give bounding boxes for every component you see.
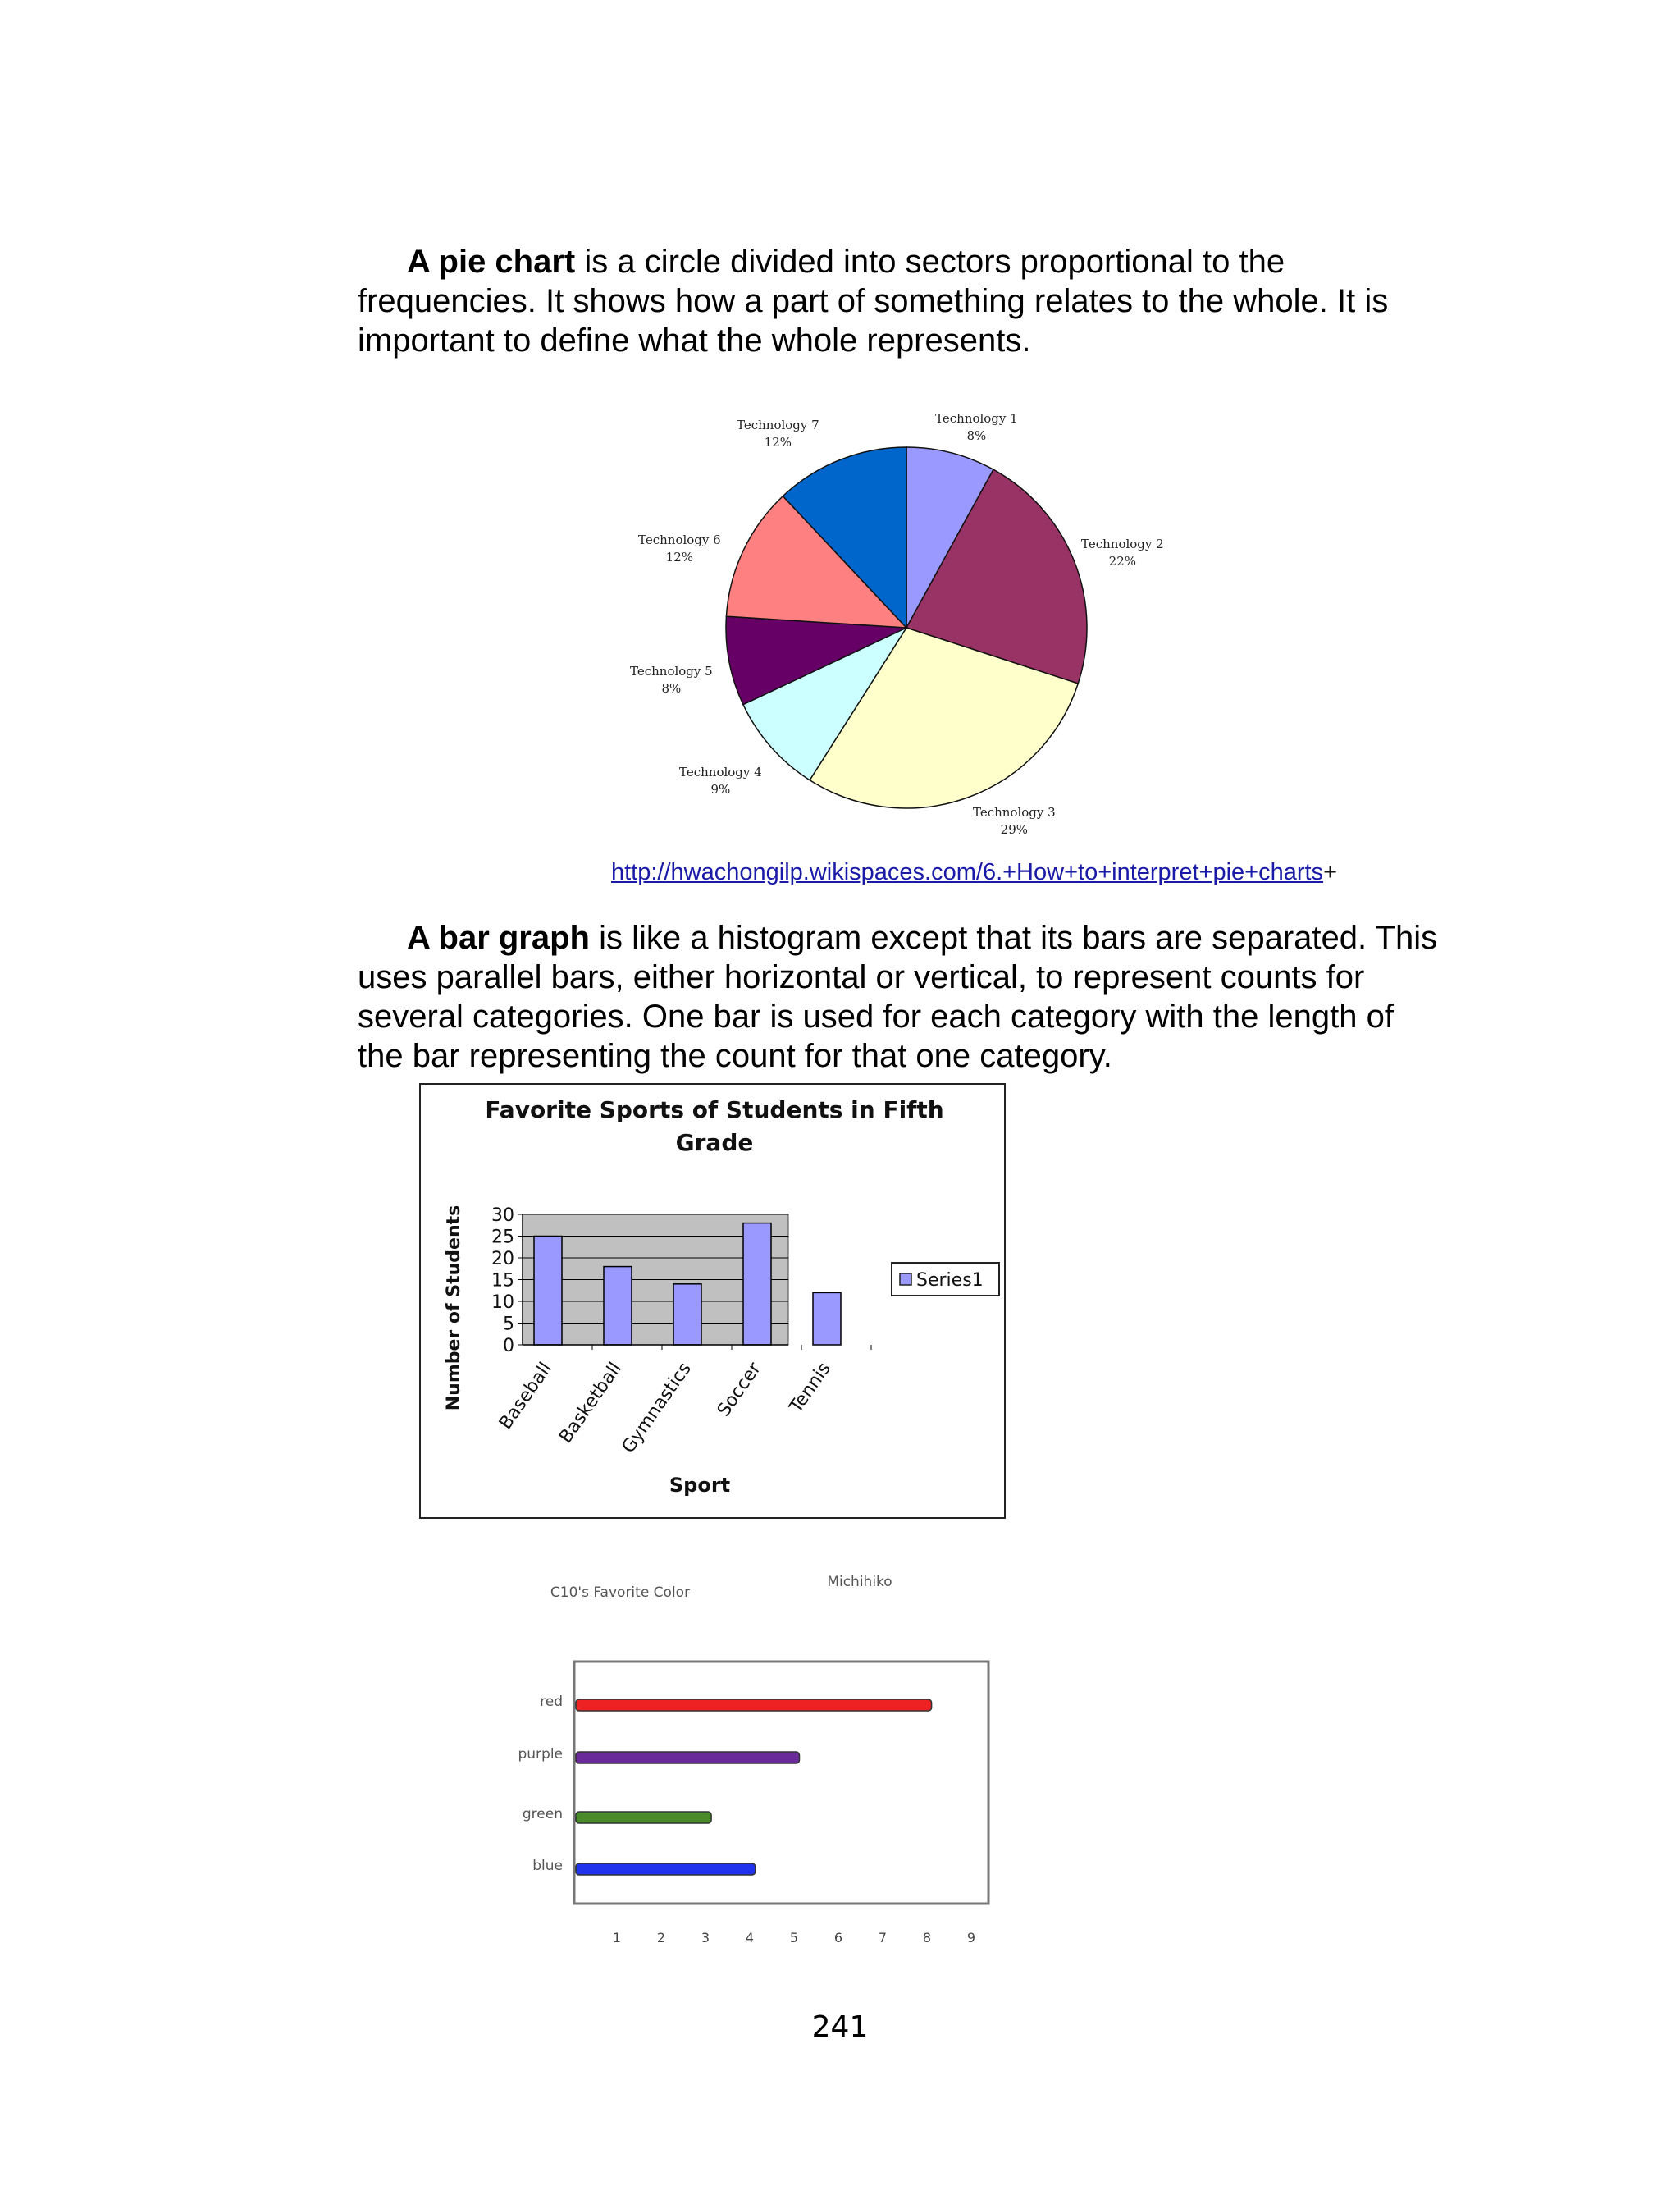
x-tick-label: 5	[789, 1930, 799, 1945]
x-tick-label: Gymnastics	[618, 1359, 696, 1457]
bar-soccer	[743, 1223, 771, 1345]
pie-para-line2: frequencies. It shows how a part of something relates to the whole. It is	[358, 283, 1389, 319]
pie-chart-paragraph	[358, 242, 1506, 360]
favorite-color-chart-svg	[443, 1555, 1017, 1982]
pie-label-name: Technology 7	[737, 418, 819, 432]
legend-series-name: Series1	[916, 1270, 984, 1291]
bar-basketball	[604, 1267, 632, 1345]
color-chart-author: Michihiko	[827, 1574, 892, 1590]
x-tick-label: 3	[701, 1930, 710, 1945]
source-citation	[611, 857, 1337, 887]
legend-swatch	[900, 1273, 911, 1285]
chart-title-line2: Grade	[675, 1129, 754, 1156]
pie-label-name: Technology 5	[630, 664, 713, 679]
page-number: 241	[811, 2010, 869, 2044]
sports-bar-chart	[419, 1083, 1006, 1519]
x-tick-label: 4	[745, 1930, 755, 1945]
y-tick-label: 10	[491, 1292, 514, 1313]
chart-title-line1: Favorite Sports of Students in Fifth	[485, 1096, 944, 1123]
pie-label-pct: 12%	[665, 550, 694, 565]
pie-para-line1: is a circle divided into sectors proportional to the	[575, 244, 1285, 280]
pie-label-technology-6	[638, 532, 721, 566]
pie-label-pct: 12%	[764, 435, 792, 450]
pie-label-pct: 29%	[1000, 822, 1029, 837]
pie-label-technology-7	[737, 417, 819, 451]
bar-tennis	[813, 1292, 841, 1345]
bar-graph-term: A bar graph	[407, 920, 590, 956]
bar-graph-paragraph	[358, 918, 1506, 1076]
bar-baseball	[534, 1237, 562, 1346]
pie-label-name: Technology 2	[1081, 537, 1164, 551]
x-tick-label: 7	[878, 1930, 888, 1945]
y-tick-label: 25	[491, 1227, 514, 1248]
pie-label-pct: 9%	[710, 782, 731, 797]
source-trailing: +	[1323, 859, 1337, 885]
pie-chart	[607, 402, 1214, 845]
pie-label-technology-4	[679, 764, 762, 798]
pie-label-pct: 22%	[1108, 554, 1137, 569]
bar-green	[576, 1812, 711, 1823]
pie-label-pct: 8%	[661, 681, 682, 696]
pie-label-technology-5	[630, 663, 713, 697]
y-tick-label: 20	[491, 1249, 514, 1269]
sports-bar-chart-svg	[421, 1085, 1004, 1517]
source-link[interactable]: http://hwachongilp.wikispaces.com/6.+How+to+interpret+pie+charts	[611, 859, 1324, 885]
x-tick-label: Tennis	[786, 1359, 835, 1417]
favorite-color-chart	[443, 1555, 1017, 1982]
pie-label-technology-3	[973, 804, 1056, 839]
x-tick-label: 2	[656, 1930, 666, 1945]
pie-para-line3: important to define what the whole represents.	[358, 322, 1031, 359]
bar-para-line1: is like a histogram except that its bars are separated. This	[590, 920, 1438, 956]
chart-legend	[892, 1263, 999, 1296]
category-label: blue	[532, 1858, 563, 1874]
category-label: purple	[518, 1746, 563, 1763]
color-chart-title: C10's Favorite Color	[550, 1584, 691, 1601]
pie-label-name: Technology 1	[935, 411, 1018, 426]
bar-blue	[576, 1863, 756, 1875]
x-tick-label: Baseball	[495, 1359, 556, 1433]
x-tick-label: Soccer	[713, 1359, 765, 1421]
pie-label-name: Technology 6	[638, 533, 721, 547]
category-label: green	[522, 1806, 563, 1822]
bar-para-line4: the bar representing the count for that one category.	[358, 1038, 1112, 1074]
y-axis-label: Number of Students	[444, 1205, 464, 1411]
x-tick-label: 6	[833, 1930, 843, 1945]
pie-label-name: Technology 4	[679, 765, 762, 780]
bar-purple	[576, 1752, 800, 1763]
y-tick-label: 5	[503, 1314, 514, 1335]
x-axis-label: Sport	[669, 1474, 731, 1497]
x-tick-label: 9	[966, 1930, 976, 1945]
category-label: red	[540, 1694, 563, 1710]
bar-red	[576, 1699, 932, 1711]
pie-label-pct: 8%	[966, 428, 987, 443]
pie-label-technology-1	[935, 410, 1018, 445]
pie-label-name: Technology 3	[973, 805, 1056, 820]
pie-label-technology-2	[1081, 536, 1164, 570]
x-tick-label: 8	[922, 1930, 932, 1945]
y-tick-label: 30	[491, 1205, 514, 1226]
y-tick-label: 15	[491, 1270, 514, 1292]
x-tick-label: Basketball	[555, 1359, 626, 1447]
pie-chart-term: A pie chart	[407, 244, 576, 280]
bar-para-line3: several categories. One bar is used for each category with the length of	[358, 999, 1394, 1035]
bar-gymnastics	[673, 1284, 701, 1345]
y-tick-label: 0	[503, 1336, 514, 1356]
x-tick-label: 1	[612, 1930, 622, 1945]
bar-para-line2: uses parallel bars, either horizontal or vertical, to represent counts for	[358, 959, 1365, 995]
